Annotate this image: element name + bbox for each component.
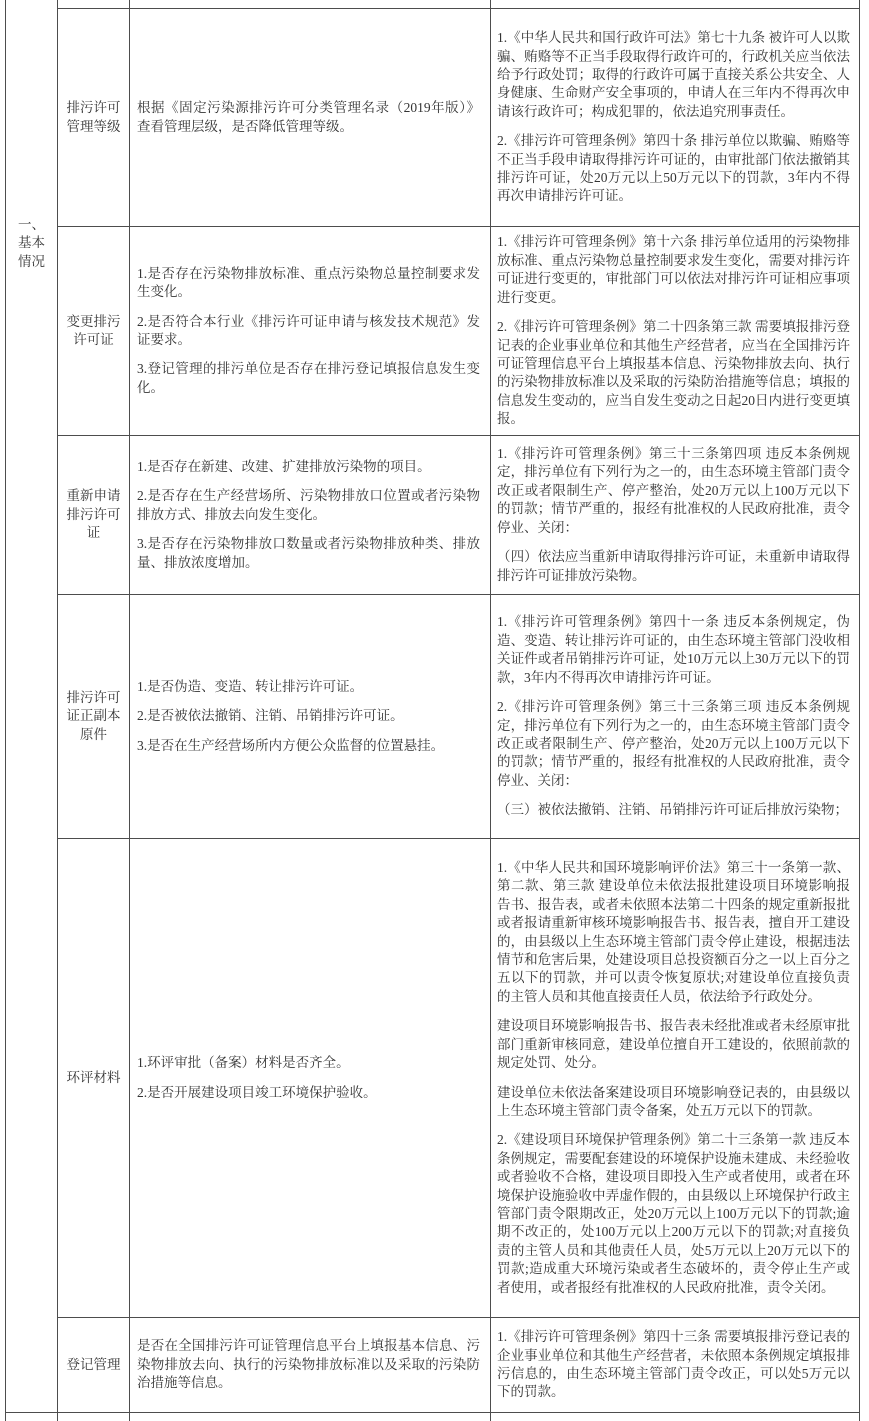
check-item: 是否在全国排污许可证管理信息平台上填报基本信息、污染物排放去向、执行的污染物排放标准以及采取的污染防治措施等信息。 [137, 1338, 480, 1391]
check-item: 根据《固定污染源排污许可分类管理名录（2019年版）》查看管理层级，是否降低管理等级。 [137, 100, 480, 134]
row-label [58, 436, 130, 595]
check-item: 1.是否伪造、变造、转让排污许可证。 [137, 678, 364, 694]
row-label [58, 9, 130, 227]
legal-basis-cell [491, 1318, 860, 1413]
legal-paragraph: 1.《排污许可管理条例》第四十一条 违反本条例规定，伪造、变造、转让排污许可证的，由生态环境主管部门没收相关证件或者吊销排污许可证，处10万元以上30万元以下的罚款，3年内不得再次申请排污许可证。 [497, 614, 850, 685]
legal-basis-cell [491, 595, 860, 839]
row-label [58, 1318, 130, 1413]
row-label-text: 排污许可管理等级 [66, 100, 121, 134]
row-label-text: 登记管理 [66, 1356, 121, 1372]
check-item: 2.是否存在生产经营场所、污染物排放口位置或者污染物排放方式、排放去向发生变化。 [137, 488, 480, 522]
row-label-text: 重新申请排污许可证 [66, 488, 121, 541]
check-item: 2.是否被依法撤销、注销、吊销排污许可证。 [137, 708, 404, 724]
check-items-cell [130, 227, 491, 436]
check-item: 2.是否开展建设项目竣工环境保护验收。 [137, 1084, 377, 1100]
row-label-text: 变更排污许可证 [66, 313, 121, 347]
legal-paragraph: 1.《排污许可管理条例》第三十三条第四项 违反本条例规定，排污单位有下列行为之一的，由生态环境主管部门责令改正或者限制生产、停产整治，处20万元以上100万元以下的罚款；情节严重的，报经有批准权的人民政府批准，责令停业、关闭： [497, 446, 850, 535]
legal-basis-cell [491, 436, 860, 595]
bottom-partial-cell-legal [491, 1413, 860, 1421]
check-items-cell [130, 1318, 491, 1413]
legal-paragraph: 2.《排污许可管理条例》第三十三条第三项 违反本条例规定，排污单位有下列行为之一的，由生态环境主管部门责令改正或者限制生产、停产整治，处20万元以上100万元以下的罚款；情节严重的，报经有批准权的人民政府批准，责令停业、关闭： [497, 699, 850, 788]
row-label [58, 595, 130, 839]
legal-paragraph: 2.《建设项目环境保护管理条例》第二十三条第一款 违反本条例规定，需要配套建设的环境保护设施未建成、未经验收或者验收不合格，建设项目即投入生产或者使用，或者在环境保护设施验收中弄虚作假的，由县级以上环境保护行政主管部门责令限期改正，处20万元以上100万元以下的罚款;逾期不改正的，处100万元以上200万元以下的罚款;对直接负责的主管人员和其他责任人员，处5万元以上20万元以下的罚款;造成重大环境污染或者生态破坏的，责令停止生产或者使用，或者报经有批准权的人民政府批准，责令关闭。 [497, 1132, 850, 1295]
check-items-cell [130, 595, 491, 839]
legal-paragraph: 2.《排污许可管理条例》第二十四条第三款 需要填报排污登记表的企业事业单位和其他生产经营者，应当在全国排污许可证管理信息平台上填报基本信息、污染物排放去向、执行的污染物排放标准以及采取的污染防治措施等信息；填报的信息发生变动的，应当自发生变动之日起20日内进行变更填报。 [497, 319, 850, 427]
bottom-partial-cell-category [5, 1413, 58, 1421]
legal-paragraph: 1.《排污许可管理条例》第十六条 排污单位适用的污染物排放标准、重点污染物总量控制要求发生变化，需要对排污许可证进行变更的，审批部门可以依法对排污许可证相应事项进行变更。 [497, 234, 850, 305]
check-item: 1.是否存在污染物排放标准、重点污染物总量控制要求发生变化。 [137, 265, 480, 300]
check-items-cell [130, 436, 491, 595]
row-label-text: 环评材料 [66, 1069, 121, 1085]
section-category-cell [5, 0, 58, 1413]
bottom-partial-cell-label [58, 1413, 130, 1421]
row-label [58, 839, 130, 1318]
legal-basis-cell [491, 839, 860, 1318]
legal-paragraph: 建设单位未依法备案建设项目环境影响登记表的，由县级以上生态环境主管部门责令备案，处五万元以下的罚款。 [497, 1084, 850, 1118]
top-partial-cell-items [130, 0, 491, 9]
top-partial-cell-legal [491, 0, 860, 9]
check-items-cell [130, 839, 491, 1318]
legal-paragraph: 建设项目环境影响报告书、报告表未经批准或者未经原审批部门重新审核同意，建设单位擅自开工建设的，依照前款的规定处罚、处分。 [497, 1018, 850, 1071]
check-items-cell [130, 9, 491, 227]
top-partial-cell-label [58, 0, 130, 9]
legal-paragraph: 2.《排污许可管理条例》第四十条 排污单位以欺骗、贿赂等不正当手段申请取得排污许可证的，由审批部门依法撤销其排污许可证，处20万元以上50万元以下的罚款，3年内不得再次申请排污许可证。 [497, 133, 850, 204]
check-item: 2.是否符合本行业《排污许可证申请与核发技术规范》发证要求。 [137, 313, 480, 347]
row-label [58, 227, 130, 436]
legal-basis-cell [491, 227, 860, 436]
legal-basis-cell [491, 9, 860, 227]
check-item: 3.是否存在污染物排放口数量或者污染物排放种类、排放量、排放浓度增加。 [137, 536, 480, 570]
check-item: 3.是否在生产经营场所内方便公众监督的位置悬挂。 [137, 737, 445, 753]
legal-paragraph: 1.《排污许可管理条例》第四十三条 需要填报排污登记表的企业事业单位和其他生产经营者，未依照本条例规定填报排污信息的，由生态环境主管部门责令改正，可以处5万元以下的罚款。 [497, 1329, 850, 1400]
section-label: 一、基本情况 [18, 217, 45, 269]
check-item: 1.是否存在新建、改建、扩建排放污染物的项目。 [137, 458, 431, 474]
legal-paragraph: （三）被依法撤销、注销、吊销排污许可证后排放污染物； [497, 802, 848, 818]
check-item: 1.环评审批（备案）材料是否齐全。 [137, 1055, 350, 1071]
bottom-partial-cell-items [130, 1413, 491, 1421]
legal-paragraph: （四）依法应当重新申请取得排污许可证，未重新申请取得排污许可证排放污染物。 [497, 549, 850, 583]
check-item: 3.登记管理的排污单位是否存在排污登记填报信息发生变化。 [137, 361, 480, 395]
row-label-text: 排污许可证正副本原件 [66, 689, 121, 742]
legal-paragraph: 1.《中华人民共和国行政许可法》第七十九条 被许可人以欺骗、贿赂等不正当手段取得行政许可的，行政机关应当依法给予行政处罚；取得的行政许可属于直接关系公共安全、人身健康、生命财产安全事项的，申请人在三年内不得再次申请该行政许可；构成犯罪的，依法追究刑事责任。 [497, 30, 850, 119]
inspection-checklist-table [5, 0, 860, 1421]
legal-paragraph: 1.《中华人民共和国环境影响评价法》第三十一条第一款、第二款、第三款 建设单位未依法报批建设项目环境影响报告书、报告表，或者未依照本法第二十四条的规定重新报批或者报请重新审核环境影响报告书、报告表，擅自开工建设的，由县级以上生态环境主管部门责令停止建设，根据违法情节和危害后果，处建设项目总投资额百分之一以上百分之五以下的罚款，并可以责令恢复原状;对建设单位直接负责的主管人员和其他直接责任人员，依法给予行政处分。 [497, 860, 850, 1004]
